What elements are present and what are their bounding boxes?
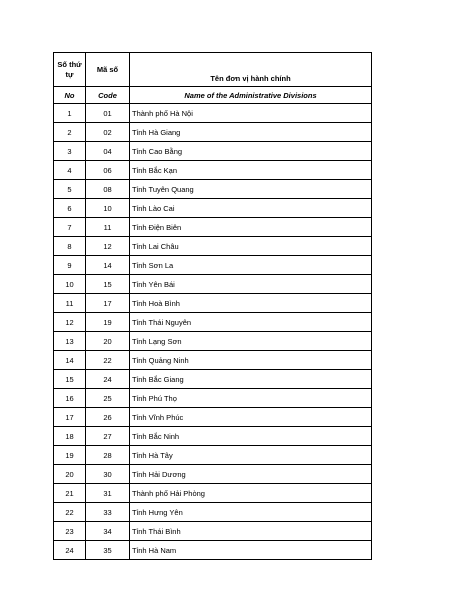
row-code-cell: 25 [86, 389, 130, 408]
row-code-cell: 35 [86, 541, 130, 560]
row-no-cell: 22 [54, 503, 86, 522]
row-code-cell: 27 [86, 427, 130, 446]
row-no-cell: 13 [54, 332, 86, 351]
table-row [54, 446, 372, 465]
header-name-en: Name of the Administrative Divisions [130, 87, 372, 104]
row-code-cell: 31 [86, 484, 130, 503]
row-code-cell: 20 [86, 332, 130, 351]
table-row [54, 541, 372, 560]
header-name-vn: Tên đơn vị hành chính [130, 53, 372, 87]
row-no-cell: 5 [54, 180, 86, 199]
row-no-cell: 9 [54, 256, 86, 275]
row-name-cell: Thành phố Hà Nội [130, 104, 372, 123]
table-row [54, 218, 372, 237]
row-code-cell: 19 [86, 313, 130, 332]
row-name-cell: Tỉnh Phú Thọ [130, 389, 372, 408]
table-row [54, 161, 372, 180]
row-no-cell: 20 [54, 465, 86, 484]
table-row [54, 275, 372, 294]
header-code-vn: Mã số [86, 53, 130, 87]
row-name-cell: Tỉnh Thái Nguyên [130, 313, 372, 332]
row-code-cell: 06 [86, 161, 130, 180]
row-no-cell: 21 [54, 484, 86, 503]
row-code-cell: 34 [86, 522, 130, 541]
table-row [54, 123, 372, 142]
row-code-cell: 22 [86, 351, 130, 370]
row-name-cell: Tỉnh Tuyên Quang [130, 180, 372, 199]
header-row-english [54, 87, 372, 104]
row-code-cell: 08 [86, 180, 130, 199]
table-row [54, 408, 372, 427]
row-no-cell: 3 [54, 142, 86, 161]
row-no-cell: 12 [54, 313, 86, 332]
table-row [54, 180, 372, 199]
table-row [54, 142, 372, 161]
table-row [54, 370, 372, 389]
row-no-cell: 4 [54, 161, 86, 180]
row-code-cell: 28 [86, 446, 130, 465]
header-row-vietnamese [54, 53, 372, 87]
row-name-cell: Tỉnh Hưng Yên [130, 503, 372, 522]
table-row [54, 522, 372, 541]
row-no-cell: 16 [54, 389, 86, 408]
table-row [54, 351, 372, 370]
table-row [54, 104, 372, 123]
header-code-en: Code [86, 87, 130, 104]
row-code-cell: 10 [86, 199, 130, 218]
row-name-cell: Tỉnh Bắc Giang [130, 370, 372, 389]
row-no-cell: 7 [54, 218, 86, 237]
row-name-cell: Tỉnh Điện Biên [130, 218, 372, 237]
row-name-cell: Tỉnh Hải Dương [130, 465, 372, 484]
table-row [54, 465, 372, 484]
row-no-cell: 15 [54, 370, 86, 389]
row-no-cell: 14 [54, 351, 86, 370]
row-code-cell: 11 [86, 218, 130, 237]
row-no-cell: 17 [54, 408, 86, 427]
row-no-cell: 18 [54, 427, 86, 446]
row-code-cell: 12 [86, 237, 130, 256]
row-code-cell: 14 [86, 256, 130, 275]
row-no-cell: 6 [54, 199, 86, 218]
row-code-cell: 24 [86, 370, 130, 389]
row-name-cell: Tỉnh Hà Nam [130, 541, 372, 560]
row-no-cell: 1 [54, 104, 86, 123]
header-no-en: No [54, 87, 86, 104]
administrative-divisions-table [53, 52, 372, 560]
row-name-cell: Tỉnh Thái Bình [130, 522, 372, 541]
row-code-cell: 30 [86, 465, 130, 484]
row-code-cell: 15 [86, 275, 130, 294]
table-row [54, 484, 372, 503]
table-row [54, 313, 372, 332]
table-row [54, 503, 372, 522]
table-row [54, 256, 372, 275]
table-row [54, 427, 372, 446]
table-row [54, 294, 372, 313]
row-code-cell: 26 [86, 408, 130, 427]
table-row [54, 199, 372, 218]
row-name-cell: Tỉnh Lạng Sơn [130, 332, 372, 351]
table-row [54, 237, 372, 256]
row-name-cell: Tỉnh Hà Giang [130, 123, 372, 142]
row-name-cell: Tỉnh Sơn La [130, 256, 372, 275]
row-name-cell: Tỉnh Yên Bái [130, 275, 372, 294]
row-no-cell: 10 [54, 275, 86, 294]
row-name-cell: Tỉnh Bắc Ninh [130, 427, 372, 446]
row-name-cell: Tỉnh Hà Tây [130, 446, 372, 465]
row-name-cell: Tỉnh Hoà Bình [130, 294, 372, 313]
row-code-cell: 02 [86, 123, 130, 142]
table-row [54, 332, 372, 351]
row-code-cell: 17 [86, 294, 130, 313]
row-no-cell: 24 [54, 541, 86, 560]
row-name-cell: Tỉnh Lai Châu [130, 237, 372, 256]
row-name-cell: Tỉnh Vĩnh Phúc [130, 408, 372, 427]
row-no-cell: 2 [54, 123, 86, 142]
header-no-vn: Số thứ tự [54, 53, 86, 87]
row-name-cell: Thành phố Hải Phòng [130, 484, 372, 503]
row-no-cell: 23 [54, 522, 86, 541]
row-no-cell: 19 [54, 446, 86, 465]
row-no-cell: 11 [54, 294, 86, 313]
row-name-cell: Tỉnh Lào Cai [130, 199, 372, 218]
row-code-cell: 33 [86, 503, 130, 522]
table-row [54, 389, 372, 408]
row-name-cell: Tỉnh Cao Bằng [130, 142, 372, 161]
row-code-cell: 04 [86, 142, 130, 161]
row-code-cell: 01 [86, 104, 130, 123]
row-name-cell: Tỉnh Quảng Ninh [130, 351, 372, 370]
row-name-cell: Tỉnh Bắc Kạn [130, 161, 372, 180]
row-no-cell: 8 [54, 237, 86, 256]
